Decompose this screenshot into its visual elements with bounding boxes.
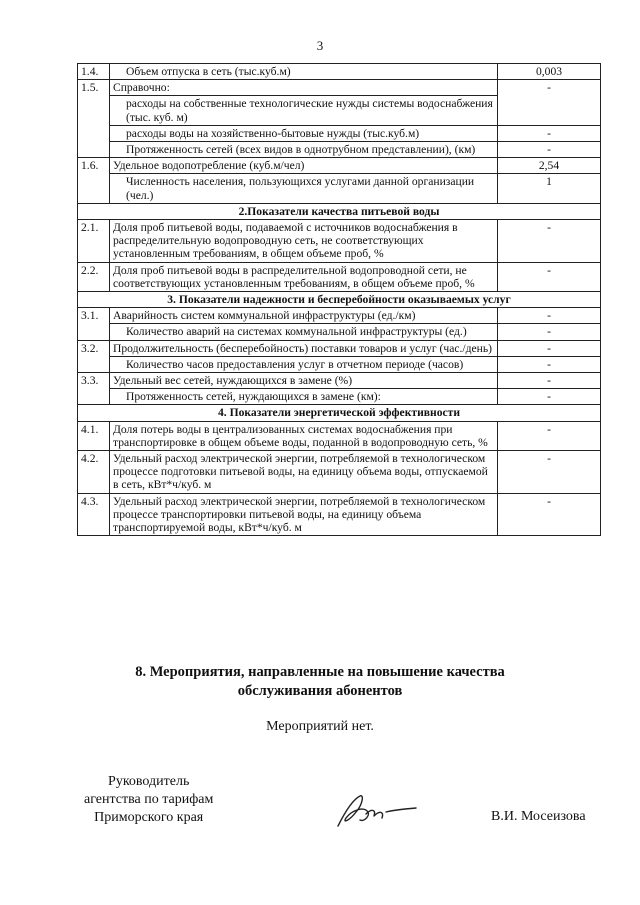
- row-description: Аварийность систем коммунальной инфраструктуры (ед./км): [110, 308, 498, 324]
- page-number: 3: [316, 38, 324, 53]
- row-description: Доля проб питьевой воды, подаваемой с источников водоснабжения в распределительную водопроводную сеть, не соответствующих установленным требованиям, в общем объеме проб, %: [110, 220, 498, 263]
- section-8-title-line: 8. Мероприятия, направленные на повышение качества: [135, 664, 505, 680]
- row-description: Доля потерь воды в централизованных системах водоснабжения при транспортировке в общем объеме воды, поданной в водопроводную сеть, %: [110, 421, 498, 450]
- section-title: 4. Показатели энергетической эффективности: [78, 405, 601, 421]
- signatory-title-line: Приморского края: [94, 810, 204, 825]
- row-value: -: [498, 308, 601, 324]
- row-value: -: [498, 356, 601, 372]
- section-title: 3. Показатели надежности и бесперебойности оказываемых услуг: [78, 292, 601, 308]
- row-description: Количество часов предоставления услуг в отчетном периоде (часов): [110, 356, 498, 372]
- table-row: [78, 80, 601, 96]
- row-description: Удельный расход электрической энергии, потребляемой в технологическом процессе транспортировки питьевой воды, на единицу объема транспортируемой воды, кВт*ч/куб. м: [110, 493, 498, 536]
- signatory-title-line: агентства по тарифам: [84, 792, 214, 807]
- table-row: [78, 451, 601, 494]
- row-value: -: [498, 80, 601, 126]
- no-events-text: Мероприятий нет.: [266, 719, 374, 734]
- row-value: 2,54: [498, 158, 601, 174]
- row-number: 3.3.: [78, 373, 110, 405]
- table-row: [78, 125, 601, 141]
- row-description: Объем отпуска в сеть (тыс.куб.м): [110, 64, 498, 80]
- table-row: [78, 262, 601, 291]
- row-description: Доля проб питьевой воды в распределительной водопроводной сети, не соответствующих установленным требованиям, в общем объеме проб, %: [110, 262, 498, 291]
- table-row: [78, 356, 601, 372]
- row-number: 4.3.: [78, 493, 110, 536]
- row-description: Продолжительность (бесперебойность) поставки товаров и услуг (час./день): [110, 340, 498, 356]
- table-row: [78, 389, 601, 405]
- row-value: -: [498, 493, 601, 536]
- row-value: 0,003: [498, 64, 601, 80]
- table-row: [78, 308, 601, 324]
- row-description: Удельное водопотребление (куб.м/чел): [110, 158, 498, 174]
- row-description: расходы на собственные технологические нужды системы водоснабжения (тыс. куб. м): [110, 96, 498, 125]
- table-row: [78, 340, 601, 356]
- row-value: -: [498, 324, 601, 340]
- row-number: 2.2.: [78, 262, 110, 291]
- table-row: [78, 324, 601, 340]
- row-value: -: [498, 220, 601, 263]
- signatory-title: [84, 773, 213, 827]
- table-row: [78, 142, 601, 158]
- row-description: Удельный вес сетей, нуждающихся в замене (%): [110, 373, 498, 389]
- row-number: 2.1.: [78, 220, 110, 263]
- row-value: -: [498, 421, 601, 450]
- row-description: Количество аварий на системах коммунальной инфраструктуры (ед.): [110, 324, 498, 340]
- row-value: -: [498, 125, 601, 141]
- row-number: 4.1.: [78, 421, 110, 450]
- table-row: [78, 493, 601, 536]
- row-value: -: [498, 142, 601, 158]
- table-row: [78, 373, 601, 389]
- row-description: Численность населения, пользующихся услугами данной организации (чел.): [110, 174, 498, 203]
- row-value: -: [498, 340, 601, 356]
- table-row: [78, 64, 601, 80]
- row-number: 3.2.: [78, 340, 110, 372]
- table-row: [78, 220, 601, 263]
- row-description: Протяженность сетей, нуждающихся в замене (км):: [110, 389, 498, 405]
- signatory-title-line: Руководитель: [108, 774, 190, 789]
- table-row: [78, 421, 601, 450]
- row-number: 4.2.: [78, 451, 110, 494]
- row-value: -: [498, 389, 601, 405]
- row-number: 1.5.: [78, 80, 110, 158]
- row-value: -: [498, 373, 601, 389]
- section-8-title-line: обслуживания абонентов: [237, 683, 403, 699]
- row-description: расходы воды на хозяйственно-бытовые нужды (тыс.куб.м): [110, 125, 498, 141]
- table-row: [78, 158, 601, 174]
- row-number: 1.6.: [78, 158, 110, 204]
- row-number: 3.1.: [78, 308, 110, 340]
- section-title: 2.Показатели качества питьевой воды: [78, 203, 601, 219]
- row-number: 1.4.: [78, 64, 110, 80]
- section-header: [78, 203, 601, 219]
- handwritten-signature: [330, 790, 420, 832]
- section-header: [78, 405, 601, 421]
- indicators-table: [77, 63, 601, 536]
- row-value: 1: [498, 174, 601, 203]
- row-description: Протяженность сетей (всех видов в однотрубном представлении), (км): [110, 142, 498, 158]
- row-value: -: [498, 262, 601, 291]
- table-row: [78, 174, 601, 203]
- row-description: Справочно:: [110, 80, 498, 96]
- section-8-heading: [0, 663, 640, 701]
- row-description: Удельный расход электрической энергии, потребляемой в технологическом процессе подготовки питьевой воды, на единицу объема воды, отпускаемой в сеть, кВт*ч/куб. м: [110, 451, 498, 494]
- signer-name: В.И. Мосеизова: [491, 809, 586, 824]
- row-value: -: [498, 451, 601, 494]
- section-header: [78, 292, 601, 308]
